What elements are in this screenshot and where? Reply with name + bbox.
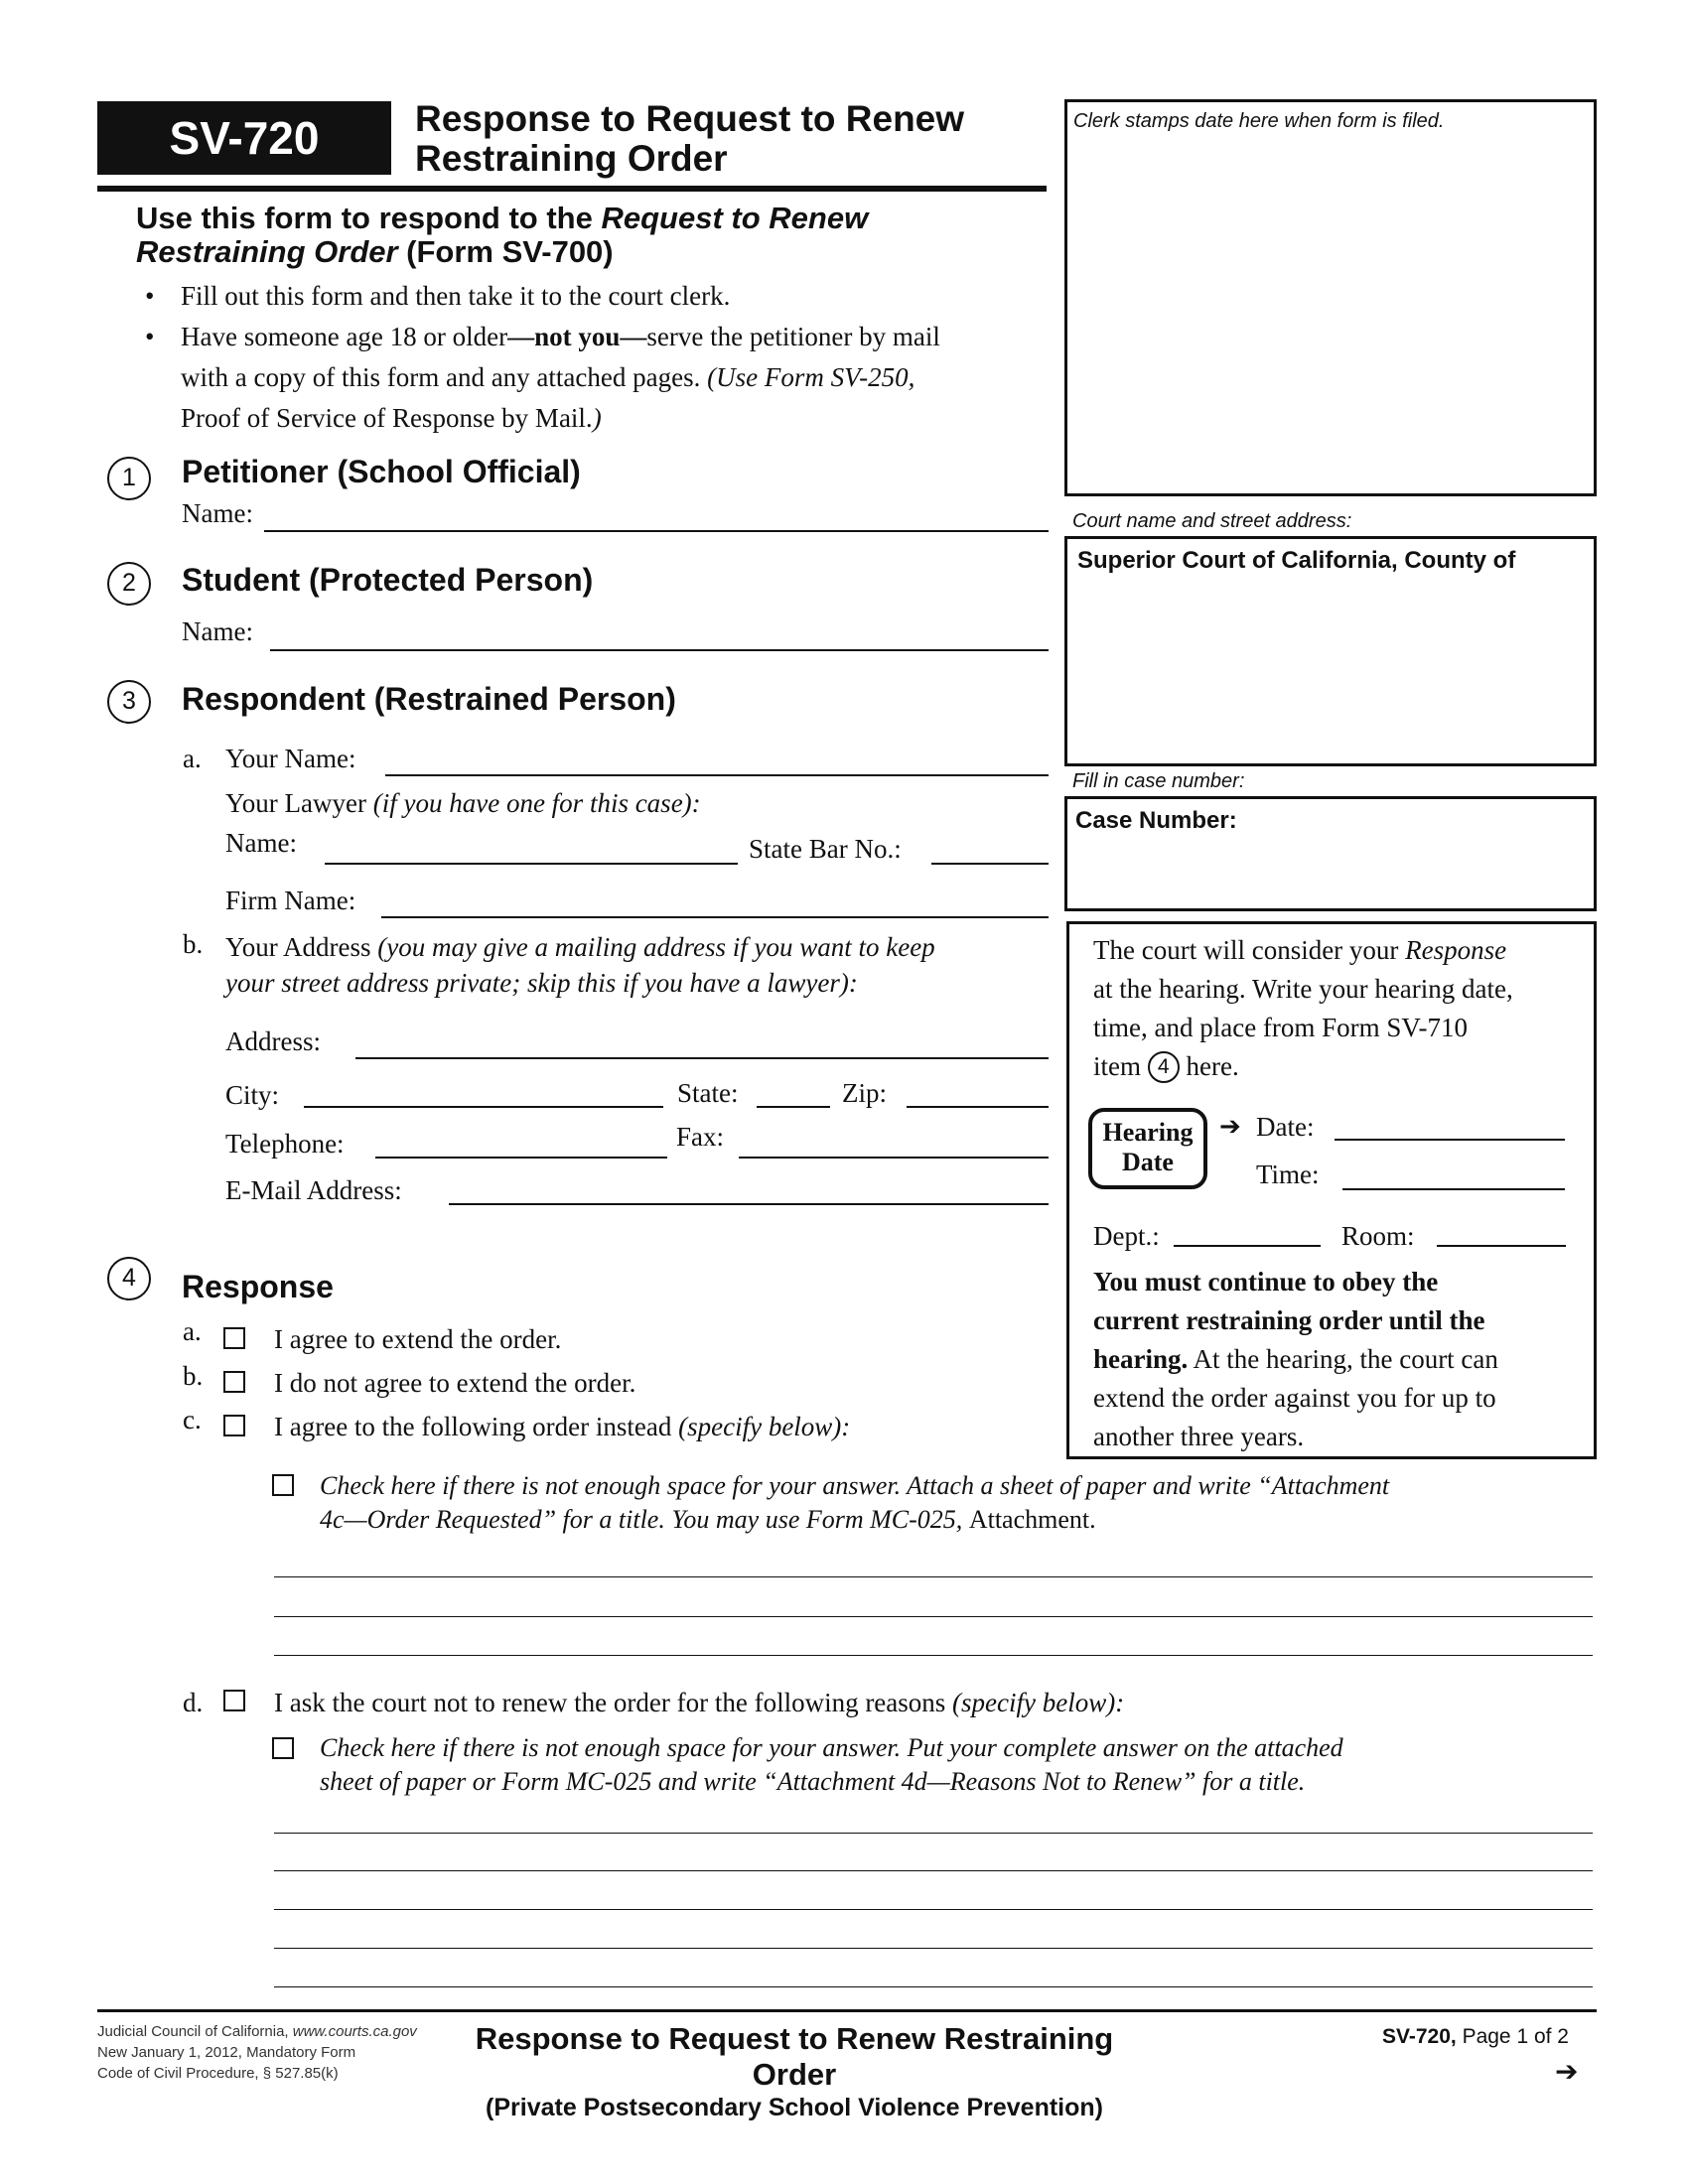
footer-rule <box>97 2009 1597 2012</box>
form-id: SV-720 <box>169 112 320 164</box>
item-4-circle: 4 <box>1148 1051 1180 1083</box>
section-2-title: Student (Protected Person) <box>182 562 594 598</box>
petitioner-name-field[interactable] <box>264 530 1049 532</box>
section-3a-letter: a. <box>183 744 202 773</box>
firm-name-label: Firm Name: <box>225 886 356 915</box>
email-field[interactable] <box>449 1203 1049 1205</box>
attachment-4c-checkbox[interactable] <box>272 1474 294 1496</box>
not-agree-extend-label: I do not agree to extend the order. <box>274 1368 636 1398</box>
form-title-line1: Response to Request to Renew <box>415 98 965 139</box>
address-label: Address: <box>225 1026 321 1056</box>
bullet-1: • Fill out this form and then take it to the court clerk. <box>145 281 731 311</box>
email-label: E-Mail Address: <box>225 1175 402 1205</box>
hearing-room-label: Room: <box>1341 1221 1415 1251</box>
lawyer-name-label: Name: <box>225 828 297 858</box>
hearing-date-field[interactable] <box>1335 1139 1565 1141</box>
city-field[interactable] <box>304 1106 663 1108</box>
order-requested-line-3[interactable] <box>274 1655 1593 1656</box>
telephone-label: Telephone: <box>225 1129 345 1159</box>
order-requested-line-2[interactable] <box>274 1616 1593 1617</box>
zip-field[interactable] <box>907 1106 1049 1108</box>
your-name-label: Your Name: <box>225 744 356 773</box>
reasons-line-2[interactable] <box>274 1870 1593 1871</box>
section-3-title: Respondent (Restrained Person) <box>182 681 676 717</box>
section-4-title: Response <box>182 1269 334 1304</box>
hearing-date-badge: Hearing Date <box>1088 1108 1207 1189</box>
reasons-line-5[interactable] <box>274 1986 1593 1987</box>
arrow-right-icon: ➔ <box>1219 1112 1241 1142</box>
agree-extend-checkbox[interactable] <box>223 1327 245 1349</box>
reasons-line-4[interactable] <box>274 1948 1593 1949</box>
case-number-label: Case Number: <box>1075 807 1237 834</box>
header-rule <box>97 186 1047 192</box>
attachment-4d-instructions: Check here if there is not enough space for your answer. Put your complete answer on the attached sheet of paper or Form MC-025 and write “Attachment 4d—Reasons Not to Renew” for a title. <box>320 1733 1343 1796</box>
bullet-2: • Have someone age 18 or older—not you—serve the petitioner by mail <box>145 322 940 351</box>
option-d-letter: d. <box>183 1688 204 1717</box>
state-bar-label: State Bar No.: <box>749 834 902 864</box>
fax-field[interactable] <box>739 1157 1049 1159</box>
hearing-time-field[interactable] <box>1342 1188 1565 1190</box>
court-address-label: Court name and street address: <box>1072 510 1352 532</box>
option-b-letter: b. <box>183 1361 204 1391</box>
hearing-dept-field[interactable] <box>1174 1245 1321 1247</box>
fax-label: Fax: <box>676 1122 725 1152</box>
attachment-4d-checkbox[interactable] <box>272 1737 294 1759</box>
telephone-field[interactable] <box>375 1157 667 1159</box>
footer-left: Judicial Council of California, www.courts.ca.gov New January 1, 2012, Mandatory Form Code of Civil Procedure, § 527.85(k) <box>97 2023 417 2082</box>
section-2-number: 2 <box>107 562 151 606</box>
clerk-stamp-label: Clerk stamps date here when form is filed. <box>1073 110 1445 132</box>
clerk-stamp-box[interactable] <box>1064 99 1597 496</box>
student-name-label: Name: <box>182 616 253 646</box>
student-name-field[interactable] <box>270 649 1049 651</box>
lawyer-name-field[interactable] <box>325 863 738 865</box>
petitioner-name-label: Name: <box>182 498 253 528</box>
next-page-arrow-icon[interactable]: ➔ <box>1555 2055 1579 2088</box>
agree-extend-label: I agree to extend the order. <box>274 1324 562 1354</box>
address-intro: Your Address (you may give a mailing address if you want to keep your street address private; skip this if you have a lawyer): <box>225 932 935 998</box>
section-4-number: 4 <box>107 1257 151 1300</box>
form-title <box>415 99 964 179</box>
case-number-box[interactable] <box>1064 796 1597 911</box>
court-address-box[interactable] <box>1064 536 1597 766</box>
court-name: Superior Court of California, County of <box>1077 547 1516 574</box>
section-3b-letter: b. <box>183 929 204 959</box>
not-agree-extend-checkbox[interactable] <box>223 1371 245 1393</box>
order-requested-line-1[interactable] <box>274 1576 1593 1577</box>
section-3-number: 3 <box>107 680 151 724</box>
section-1-title: Petitioner (School Official) <box>182 454 581 489</box>
state-bar-field[interactable] <box>931 863 1049 865</box>
lawyer-label: Your Lawyer (if you have one for this case): <box>225 788 701 818</box>
city-label: City: <box>225 1080 280 1110</box>
option-a-letter: a. <box>183 1316 202 1346</box>
zip-label: Zip: <box>842 1078 887 1108</box>
footer-title: Response to Request to Renew Restraining Order (Private Postsecondary School Violence Prevention) <box>475 2021 1114 2121</box>
form-id-block <box>97 101 391 175</box>
reasons-line-3[interactable] <box>274 1909 1593 1910</box>
hearing-time-label: Time: <box>1256 1160 1320 1189</box>
form-title-line2: Restraining Order <box>415 138 728 179</box>
alternate-order-checkbox[interactable] <box>223 1415 245 1436</box>
your-name-field[interactable] <box>385 774 1049 776</box>
hearing-instructions: The court will consider your Response at the hearing. Write your hearing date, time, and place from Form SV-710 item 4 here. <box>1093 935 1513 1081</box>
reasons-line-1[interactable] <box>274 1833 1593 1834</box>
not-renew-label: I ask the court not to renew the order for the following reasons (specify below): <box>274 1688 1125 1717</box>
state-field[interactable] <box>757 1106 830 1108</box>
hearing-dept-label: Dept.: <box>1093 1221 1160 1251</box>
address-field[interactable] <box>355 1057 1049 1059</box>
option-c-letter: c. <box>183 1405 202 1434</box>
not-renew-checkbox[interactable] <box>223 1690 245 1711</box>
footer-page-info: SV-720, Page 1 of 2 <box>1382 2025 1569 2048</box>
state-label: State: <box>677 1078 739 1108</box>
hearing-warning: You must continue to obey the current restraining order until the hearing. At the hearing, the court can extend the order against you for up to another three years. <box>1093 1267 1498 1451</box>
intro-heading: Use this form to respond to the Request to Renew Restraining Order (Form SV-700) <box>136 201 869 269</box>
case-number-hint: Fill in case number: <box>1072 770 1245 792</box>
section-1-number: 1 <box>107 457 151 500</box>
firm-name-field[interactable] <box>381 916 1049 918</box>
hearing-room-field[interactable] <box>1437 1245 1566 1247</box>
attachment-4c-instructions: Check here if there is not enough space for your answer. Attach a sheet of paper and write “Attachment 4c—Order Requested” for a title. You may use Form MC-025, Attachment. <box>320 1471 1390 1534</box>
intro-bullets: • Fill out this form and then take it to the court clerk. • Have someone age 18 or older—not you—serve the petitioner by mail with a copy of this form and any attached pages. (Use Form SV-250, Proof of Service of Response by Mail.) <box>145 276 940 439</box>
alternate-order-label: I agree to the following order instead (specify below): <box>274 1412 851 1441</box>
hearing-date-label: Date: <box>1256 1112 1315 1142</box>
